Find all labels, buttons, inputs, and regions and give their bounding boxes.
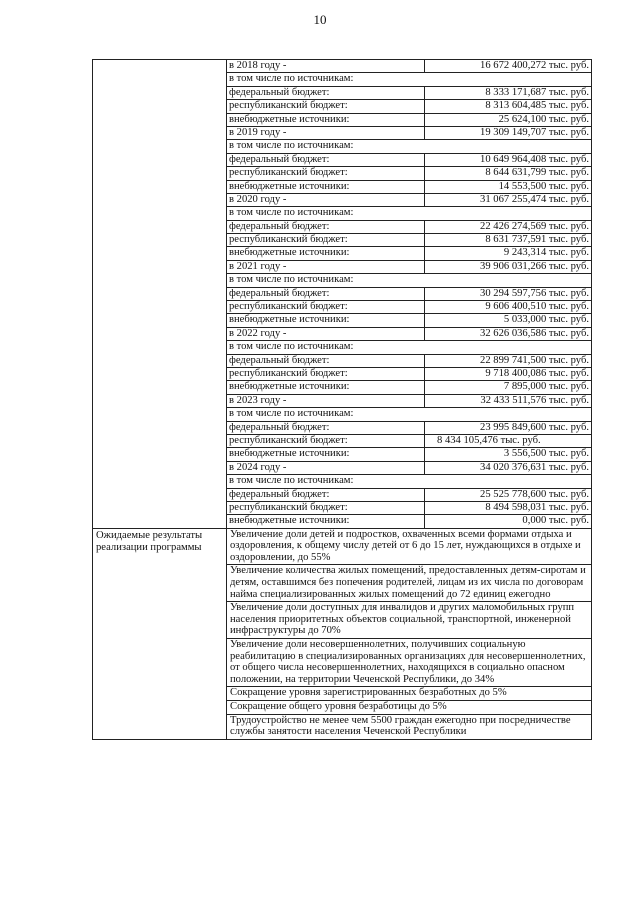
finance-breakdown-row <box>227 354 591 367</box>
finance-item-value: 16 672 400,272 тыс. руб. <box>425 60 592 73</box>
finance-item-label: в 2018 году - <box>227 60 425 73</box>
finance-item-label: в том числе по источникам: <box>227 475 591 488</box>
finance-breakdown-row <box>227 301 591 314</box>
finance-breakdown-row <box>227 247 591 260</box>
finance-item-value: 8 644 631,799 тыс. руб. <box>425 167 592 180</box>
finance-breakdown-row <box>227 86 591 99</box>
finance-item-label: внебюджетные источники: <box>227 515 425 528</box>
finance-item-value: 0,000 тыс. руб. <box>425 515 592 528</box>
finance-item-label: республиканский бюджет: <box>227 501 425 514</box>
finance-item-value: 8 333 171,687 тыс. руб. <box>425 86 592 99</box>
finance-breakdown-row <box>227 341 591 354</box>
finance-item-value: 5 033,000 тыс. руб. <box>425 314 592 327</box>
finance-item-value: 8 631 737,591 тыс. руб. <box>425 234 592 247</box>
finance-breakdown-table <box>227 60 591 528</box>
finance-breakdown-row <box>227 100 591 113</box>
page-number: 10 <box>313 12 327 27</box>
finance-item-label: в том числе по источникам: <box>227 140 591 153</box>
finance-item-label: федеральный бюджет: <box>227 287 425 300</box>
finance-breakdown-row <box>227 193 591 206</box>
finance-breakdown-row <box>227 461 591 474</box>
finance-breakdown-row <box>227 475 591 488</box>
finance-item-label: федеральный бюджет: <box>227 488 425 501</box>
results-row <box>93 528 592 739</box>
finance-item-label: федеральный бюджет: <box>227 86 425 99</box>
finance-breakdown-row <box>227 180 591 193</box>
results-label: Ожидаемые результаты реализации программы <box>93 528 227 739</box>
finance-item-label: республиканский бюджет: <box>227 167 425 180</box>
expected-result-item: Увеличение доли несовершеннолетних, получивших социальную реабилитацию в специализированных организациях для несовершеннолетних, от общего числа несовершеннолетних, находящихся в социально опасном положении, на территории Чеченской Республики, до 34% <box>227 639 591 687</box>
finance-breakdown-row <box>227 448 591 461</box>
finance-breakdown-row <box>227 394 591 407</box>
finance-item-label: республиканский бюджет: <box>227 100 425 113</box>
finance-item-label: внебюджетные источники: <box>227 448 425 461</box>
finance-breakdown-row <box>227 60 591 73</box>
finance-item-value: 32 626 036,586 тыс. руб. <box>425 327 592 340</box>
finance-item-value: 14 553,500 тыс. руб. <box>425 180 592 193</box>
finance-row <box>93 60 592 529</box>
finance-breakdown-row <box>227 421 591 434</box>
finance-breakdown-row <box>227 434 591 447</box>
finance-item-label: в том числе по источникам: <box>227 274 591 287</box>
finance-item-label: республиканский бюджет: <box>227 367 425 380</box>
finance-breakdown-row <box>227 314 591 327</box>
finance-item-label: внебюджетные источники: <box>227 180 425 193</box>
finance-item-value: 19 309 149,707 тыс. руб. <box>425 126 592 139</box>
finance-item-value: 23 995 849,600 тыс. руб. <box>425 421 592 434</box>
finance-item-value: 22 899 741,500 тыс. руб. <box>425 354 592 367</box>
finance-item-value: 9 718 400,086 тыс. руб. <box>425 367 592 380</box>
expected-result-item: Увеличение количества жилых помещений, предоставленных детям-сиротам и детям, оставшимся без попечения родителей, лицам из их числа по договорам найма специализированных жилых помещений до 72 единиц ежегодно <box>227 565 591 602</box>
finance-breakdown-row <box>227 167 591 180</box>
finance-item-value: 39 906 031,266 тыс. руб. <box>425 260 592 273</box>
finance-item-label: внебюджетные источники: <box>227 314 425 327</box>
finance-item-label: в том числе по источникам: <box>227 207 591 220</box>
finance-item-value: 8 313 604,485 тыс. руб. <box>425 100 592 113</box>
finance-item-label: внебюджетные источники: <box>227 113 425 126</box>
expected-result-item: Сокращение уровня зарегистрированных безработных до 5% <box>227 687 591 701</box>
finance-item-label: внебюджетные источники: <box>227 247 425 260</box>
finance-breakdown-row <box>227 408 591 421</box>
finance-item-label: в том числе по источникам: <box>227 73 591 86</box>
finance-breakdown-row <box>227 367 591 380</box>
finance-item-value: 7 895,000 тыс. руб. <box>425 381 592 394</box>
finance-item-label: республиканский бюджет: <box>227 234 425 247</box>
finance-item-value: 34 020 376,631 тыс. руб. <box>425 461 592 474</box>
finance-item-label: республиканский бюджет: <box>227 301 425 314</box>
finance-item-label: в том числе по источникам: <box>227 408 591 421</box>
finance-item-label: в 2020 году - <box>227 193 425 206</box>
expected-result-item: Увеличение доли доступных для инвалидов и других маломобильных групп населения приоритетных объектов социальной, транспортной, инженерной инфраструктуры до 70% <box>227 602 591 639</box>
finance-item-label: федеральный бюджет: <box>227 421 425 434</box>
finance-breakdown-row <box>227 274 591 287</box>
finance-item-label: федеральный бюджет: <box>227 220 425 233</box>
finance-breakdown-row <box>227 207 591 220</box>
finance-cell <box>227 60 592 529</box>
finance-breakdown-row <box>227 260 591 273</box>
finance-label-cell <box>93 60 227 529</box>
finance-item-value: 3 556,500 тыс. руб. <box>425 448 592 461</box>
finance-breakdown-row <box>227 287 591 300</box>
finance-breakdown-row <box>227 327 591 340</box>
finance-item-label: в 2024 году - <box>227 461 425 474</box>
finance-item-label: в 2021 году - <box>227 260 425 273</box>
expected-result-item: Сокращение общего уровня безработицы до 5% <box>227 701 591 715</box>
finance-breakdown-row <box>227 381 591 394</box>
finance-breakdown-row <box>227 113 591 126</box>
finance-breakdown-row <box>227 126 591 139</box>
finance-breakdown-row <box>227 73 591 86</box>
finance-breakdown-row <box>227 220 591 233</box>
finance-breakdown-row <box>227 515 591 528</box>
finance-item-value: 9 243,314 тыс. руб. <box>425 247 592 260</box>
finance-item-value: 25 525 778,600 тыс. руб. <box>425 488 592 501</box>
finance-item-value: 8 494 598,031 тыс. руб. <box>425 501 592 514</box>
finance-item-value: 32 433 511,576 тыс. руб. <box>425 394 592 407</box>
finance-item-label: федеральный бюджет: <box>227 354 425 367</box>
finance-item-value: 30 294 597,756 тыс. руб. <box>425 287 592 300</box>
finance-item-label: федеральный бюджет: <box>227 153 425 166</box>
finance-item-label: республиканский бюджет: <box>227 434 425 447</box>
results-list <box>227 528 592 739</box>
finance-item-label: в 2022 году - <box>227 327 425 340</box>
finance-breakdown-row <box>227 153 591 166</box>
finance-breakdown-row <box>227 501 591 514</box>
finance-breakdown-row <box>227 140 591 153</box>
finance-item-value: 22 426 274,569 тыс. руб. <box>425 220 592 233</box>
finance-item-value: 31 067 255,474 тыс. руб. <box>425 193 592 206</box>
finance-breakdown-row <box>227 488 591 501</box>
finance-item-value: 8 434 105,476 тыс. руб. <box>425 434 592 447</box>
finance-breakdown-row <box>227 234 591 247</box>
finance-item-value: 9 606 400,510 тыс. руб. <box>425 301 592 314</box>
expected-result-item: Увеличение доли детей и подростков, охваченных всеми формами отдыха и оздоровления, к общему числу детей от 6 до 15 лет, нуждающихся в отдыхе и оздоровлении, до 55% <box>227 529 591 566</box>
program-passport-table <box>92 59 592 740</box>
finance-item-label: в том числе по источникам: <box>227 341 591 354</box>
finance-item-label: в 2019 году - <box>227 126 425 139</box>
finance-item-label: внебюджетные источники: <box>227 381 425 394</box>
finance-item-value: 10 649 964,408 тыс. руб. <box>425 153 592 166</box>
expected-result-item: Трудоустройство не менее чем 5500 граждан ежегодно при посредничестве службы занятости населения Чеченской Республики <box>230 714 571 738</box>
finance-item-value: 25 624,100 тыс. руб. <box>425 113 592 126</box>
finance-item-label: в 2023 году - <box>227 394 425 407</box>
